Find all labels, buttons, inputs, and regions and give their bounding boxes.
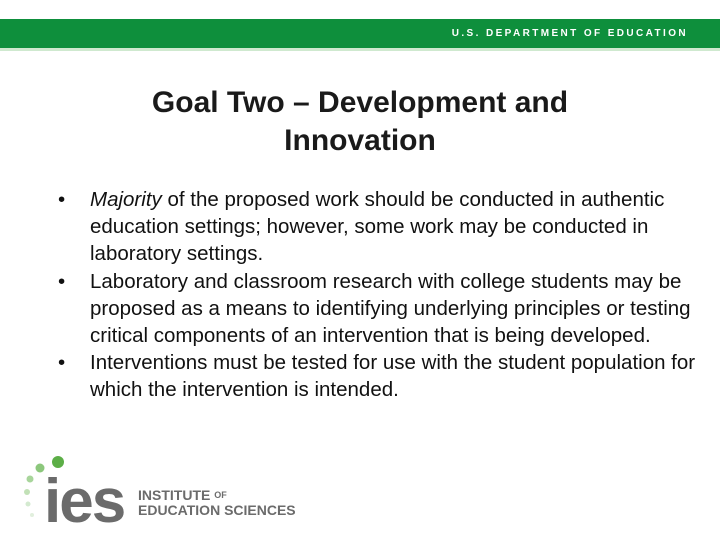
logo-dot-icon bbox=[27, 476, 34, 483]
bullet-emphasis: Majority bbox=[90, 188, 162, 211]
logo-mark: ies bbox=[44, 467, 125, 534]
bullet-item bbox=[58, 186, 698, 268]
bullet-text: of the proposed work should be conducted in authentic education settings; however, some work may be conducted in laboratory settings. bbox=[90, 188, 665, 266]
bullet-item bbox=[58, 268, 698, 350]
bullet-text: Laboratory and classroom research with college students may be proposed as a means to identifying underlying principles or testing critical components of an intervention that is being developed. bbox=[90, 269, 691, 348]
logo-dot-icon bbox=[26, 502, 31, 507]
title-line-2: Innovation bbox=[284, 124, 436, 157]
bullet-dot-icon: • bbox=[58, 269, 66, 293]
slide-title bbox=[0, 84, 720, 160]
bullet-dot-icon: • bbox=[58, 188, 66, 211]
top-white-band bbox=[0, 0, 720, 19]
department-label: U.S. DEPARTMENT OF EDUCATION bbox=[451, 28, 688, 39]
logo-dot-icon bbox=[24, 489, 30, 495]
bullet-dot-icon: • bbox=[58, 351, 66, 375]
logo-line-1: INSTITUTE bbox=[138, 487, 211, 503]
bullet-text: Interventions must be tested for use with the student population for which the intervention is intended. bbox=[90, 351, 696, 402]
logo-line-2: EDUCATION SCIENCES bbox=[138, 502, 296, 518]
bullet-item bbox=[58, 349, 698, 403]
logo-of: OF bbox=[214, 490, 227, 500]
logo-text bbox=[138, 488, 296, 518]
title-line-1: Goal Two – Development and bbox=[151, 86, 569, 119]
bullet-list bbox=[58, 186, 698, 404]
logo-dot-icon bbox=[30, 513, 34, 517]
